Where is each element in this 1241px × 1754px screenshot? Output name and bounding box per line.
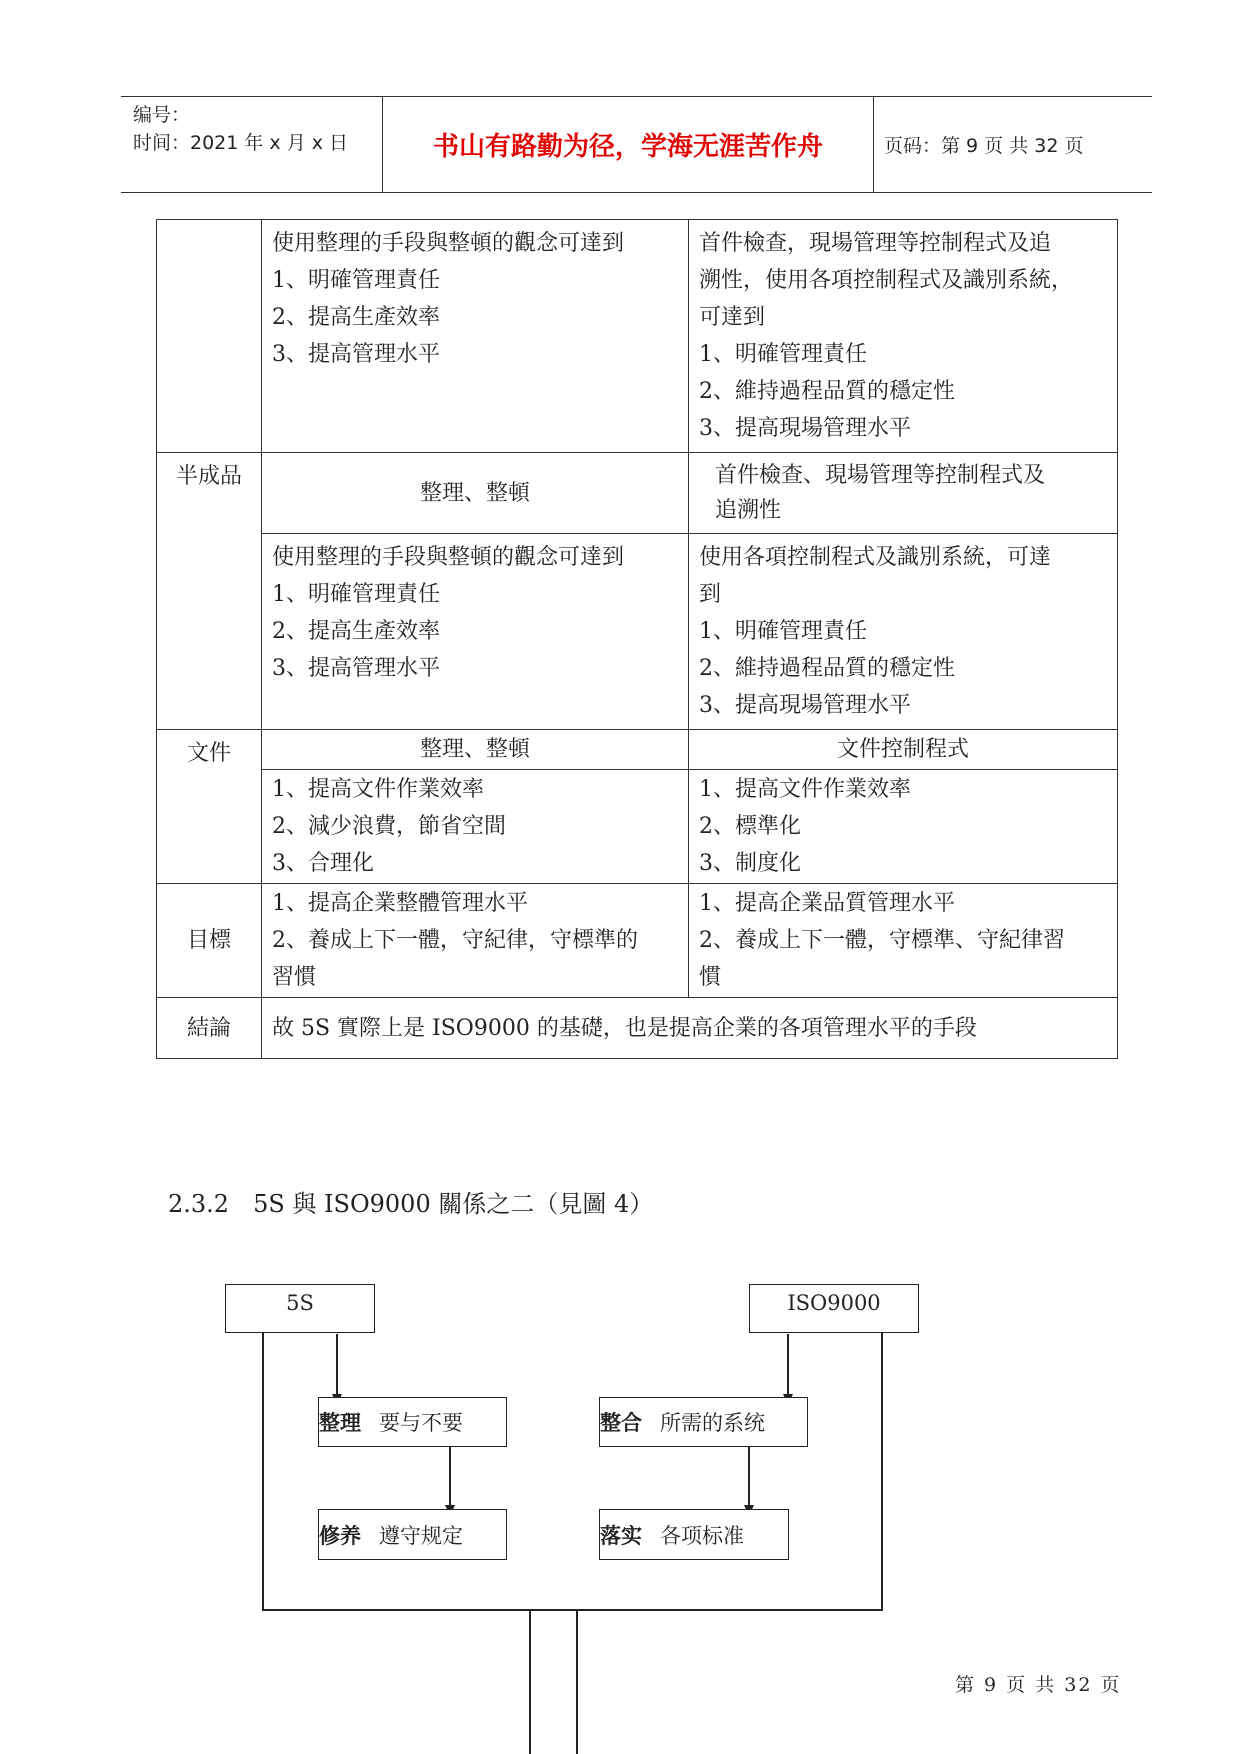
cell-line: 3、制度化 — [699, 851, 801, 876]
table-cell-iso — [689, 534, 1118, 730]
box-shitsuke-text: 遵守规定 — [379, 1523, 463, 1548]
frame-bottom-line — [262, 1609, 883, 1611]
cell-line: 2、提高生產效率 — [272, 619, 440, 644]
category-cell: 目標 — [157, 884, 262, 998]
stem-right-line — [576, 1609, 578, 1754]
box-seiri-keyword: 整理 — [319, 1411, 361, 1435]
cell-line: 可達到 — [699, 305, 766, 330]
cell-line: 2、養成上下一體，守紀律，守標準的 — [272, 928, 638, 953]
header-number: 编号： — [133, 104, 191, 126]
cell-line: 1、明確管理責任 — [699, 342, 867, 367]
table-cell-5s — [262, 220, 689, 453]
table-row — [157, 220, 1118, 453]
box-shitsuke-keyword: 修养 — [319, 1523, 361, 1548]
header-motto: 书山有路勤为径，学海无涯苦作舟 — [382, 97, 874, 192]
cell-line: 1、明確管理責任 — [272, 582, 440, 607]
box-5s-label: 5S — [286, 1291, 314, 1315]
cell-line: 溯性，使用各項控制程式及識別系統， — [699, 268, 1074, 293]
table-cell-iso-head: 文件控制程式 — [689, 730, 1118, 770]
cell-line: 3、提高現場管理水平 — [699, 416, 911, 441]
box-5s — [225, 1284, 375, 1333]
box-integrate-text: 所需的系统 — [660, 1411, 765, 1435]
table-cell-iso — [689, 770, 1118, 884]
box-implement-text: 各项标准 — [660, 1523, 744, 1548]
section-title: 2.3.2 5S 與 ISO9000 關係之二（見圖 4） — [168, 1190, 654, 1218]
cell-line: 1、提高企業整體管理水平 — [272, 891, 528, 916]
cell-line: 2、減少浪費，節省空間 — [272, 814, 506, 839]
cell-line: 2、養成上下一體，守標準、守紀律習 — [699, 928, 1065, 953]
frame-right-line — [881, 1332, 883, 1610]
cell-line: 使用各項控制程式及識別系統，可達 — [699, 545, 1052, 570]
table-cell-iso — [689, 884, 1118, 998]
cell-line: 首件檢查，現場管理等控制程式及追 — [699, 231, 1052, 256]
cell-line: 1、提高文件作業效率 — [272, 777, 484, 802]
table-row — [157, 730, 1118, 770]
category-cell: 結論 — [157, 998, 262, 1059]
box-shitsuke — [318, 1509, 507, 1560]
box-integrate — [599, 1397, 808, 1447]
category-cell: 半成品 — [157, 453, 262, 730]
table-row — [157, 884, 1118, 998]
comparison-table — [156, 219, 1118, 1059]
cell-line: 2、維持過程品質的穩定性 — [699, 379, 955, 404]
table-row — [157, 534, 1118, 730]
category-cell — [157, 220, 262, 453]
box-seiri-text: 要与不要 — [379, 1411, 463, 1435]
cell-line: 3、提高管理水平 — [272, 342, 440, 367]
frame-left-line — [262, 1332, 264, 1610]
page-footer: 第 9 页 共 32 页 — [955, 1674, 1122, 1696]
header-meta — [133, 101, 383, 157]
box-implement-keyword: 落实 — [600, 1523, 642, 1548]
table-cell-5s-head: 整理、整頓 — [262, 453, 689, 534]
cell-line: 3、合理化 — [272, 851, 374, 876]
cell-line: 1、提高文件作業效率 — [699, 777, 911, 802]
cell-line: 使用整理的手段與整頓的觀念可達到 — [272, 545, 625, 570]
cell-line: 3、提高現場管理水平 — [699, 693, 911, 718]
arrow-5s-line — [336, 1334, 338, 1397]
cell-line: 1、提高企業品質管理水平 — [699, 891, 955, 916]
page-header — [121, 96, 1152, 193]
category-cell: 文件 — [157, 730, 262, 884]
arrow-iso-line — [787, 1334, 789, 1397]
arrow-seiri-line — [449, 1446, 451, 1509]
table-row — [157, 998, 1118, 1059]
table-cell-5s-head: 整理、整頓 — [262, 730, 689, 770]
arrow-integrate-line — [748, 1446, 750, 1509]
conclusion-cell: 故 5S 實際上是 ISO9000 的基礎，也是提高企業的各項管理水平的手段 — [262, 998, 1118, 1059]
box-iso9000-label: ISO9000 — [787, 1291, 881, 1315]
cell-line: 慣 — [699, 965, 722, 990]
cell-line: 追溯性 — [715, 498, 782, 523]
table-row — [157, 770, 1118, 884]
cell-line: 2、提高生產效率 — [272, 305, 440, 330]
table-cell-iso — [689, 220, 1118, 453]
cell-line: 到 — [699, 582, 722, 607]
header-page-info: 页码：第 9 页 共 32 页 — [884, 135, 1084, 157]
box-seiri — [318, 1397, 507, 1447]
table-row — [157, 453, 1118, 534]
cell-line: 2、維持過程品質的穩定性 — [699, 656, 955, 681]
table-cell-5s — [262, 884, 689, 998]
cell-line: 1、明確管理責任 — [699, 619, 867, 644]
cell-line: 2、標準化 — [699, 814, 801, 839]
table-cell-5s — [262, 534, 689, 730]
cell-line: 使用整理的手段與整頓的觀念可達到 — [272, 231, 625, 256]
cell-line: 1、明確管理責任 — [272, 268, 440, 293]
stem-left-line — [529, 1609, 531, 1754]
table-cell-iso-head — [689, 453, 1118, 534]
box-implement — [599, 1509, 789, 1560]
cell-line: 3、提高管理水平 — [272, 656, 440, 681]
box-iso9000 — [749, 1284, 919, 1333]
table-cell-5s — [262, 770, 689, 884]
cell-line: 首件檢查、現場管理等控制程式及 — [715, 463, 1046, 488]
box-integrate-keyword: 整合 — [600, 1411, 642, 1435]
header-time: 时间：2021 年 x 月 x 日 — [133, 132, 349, 154]
cell-line: 習慣 — [272, 965, 317, 990]
